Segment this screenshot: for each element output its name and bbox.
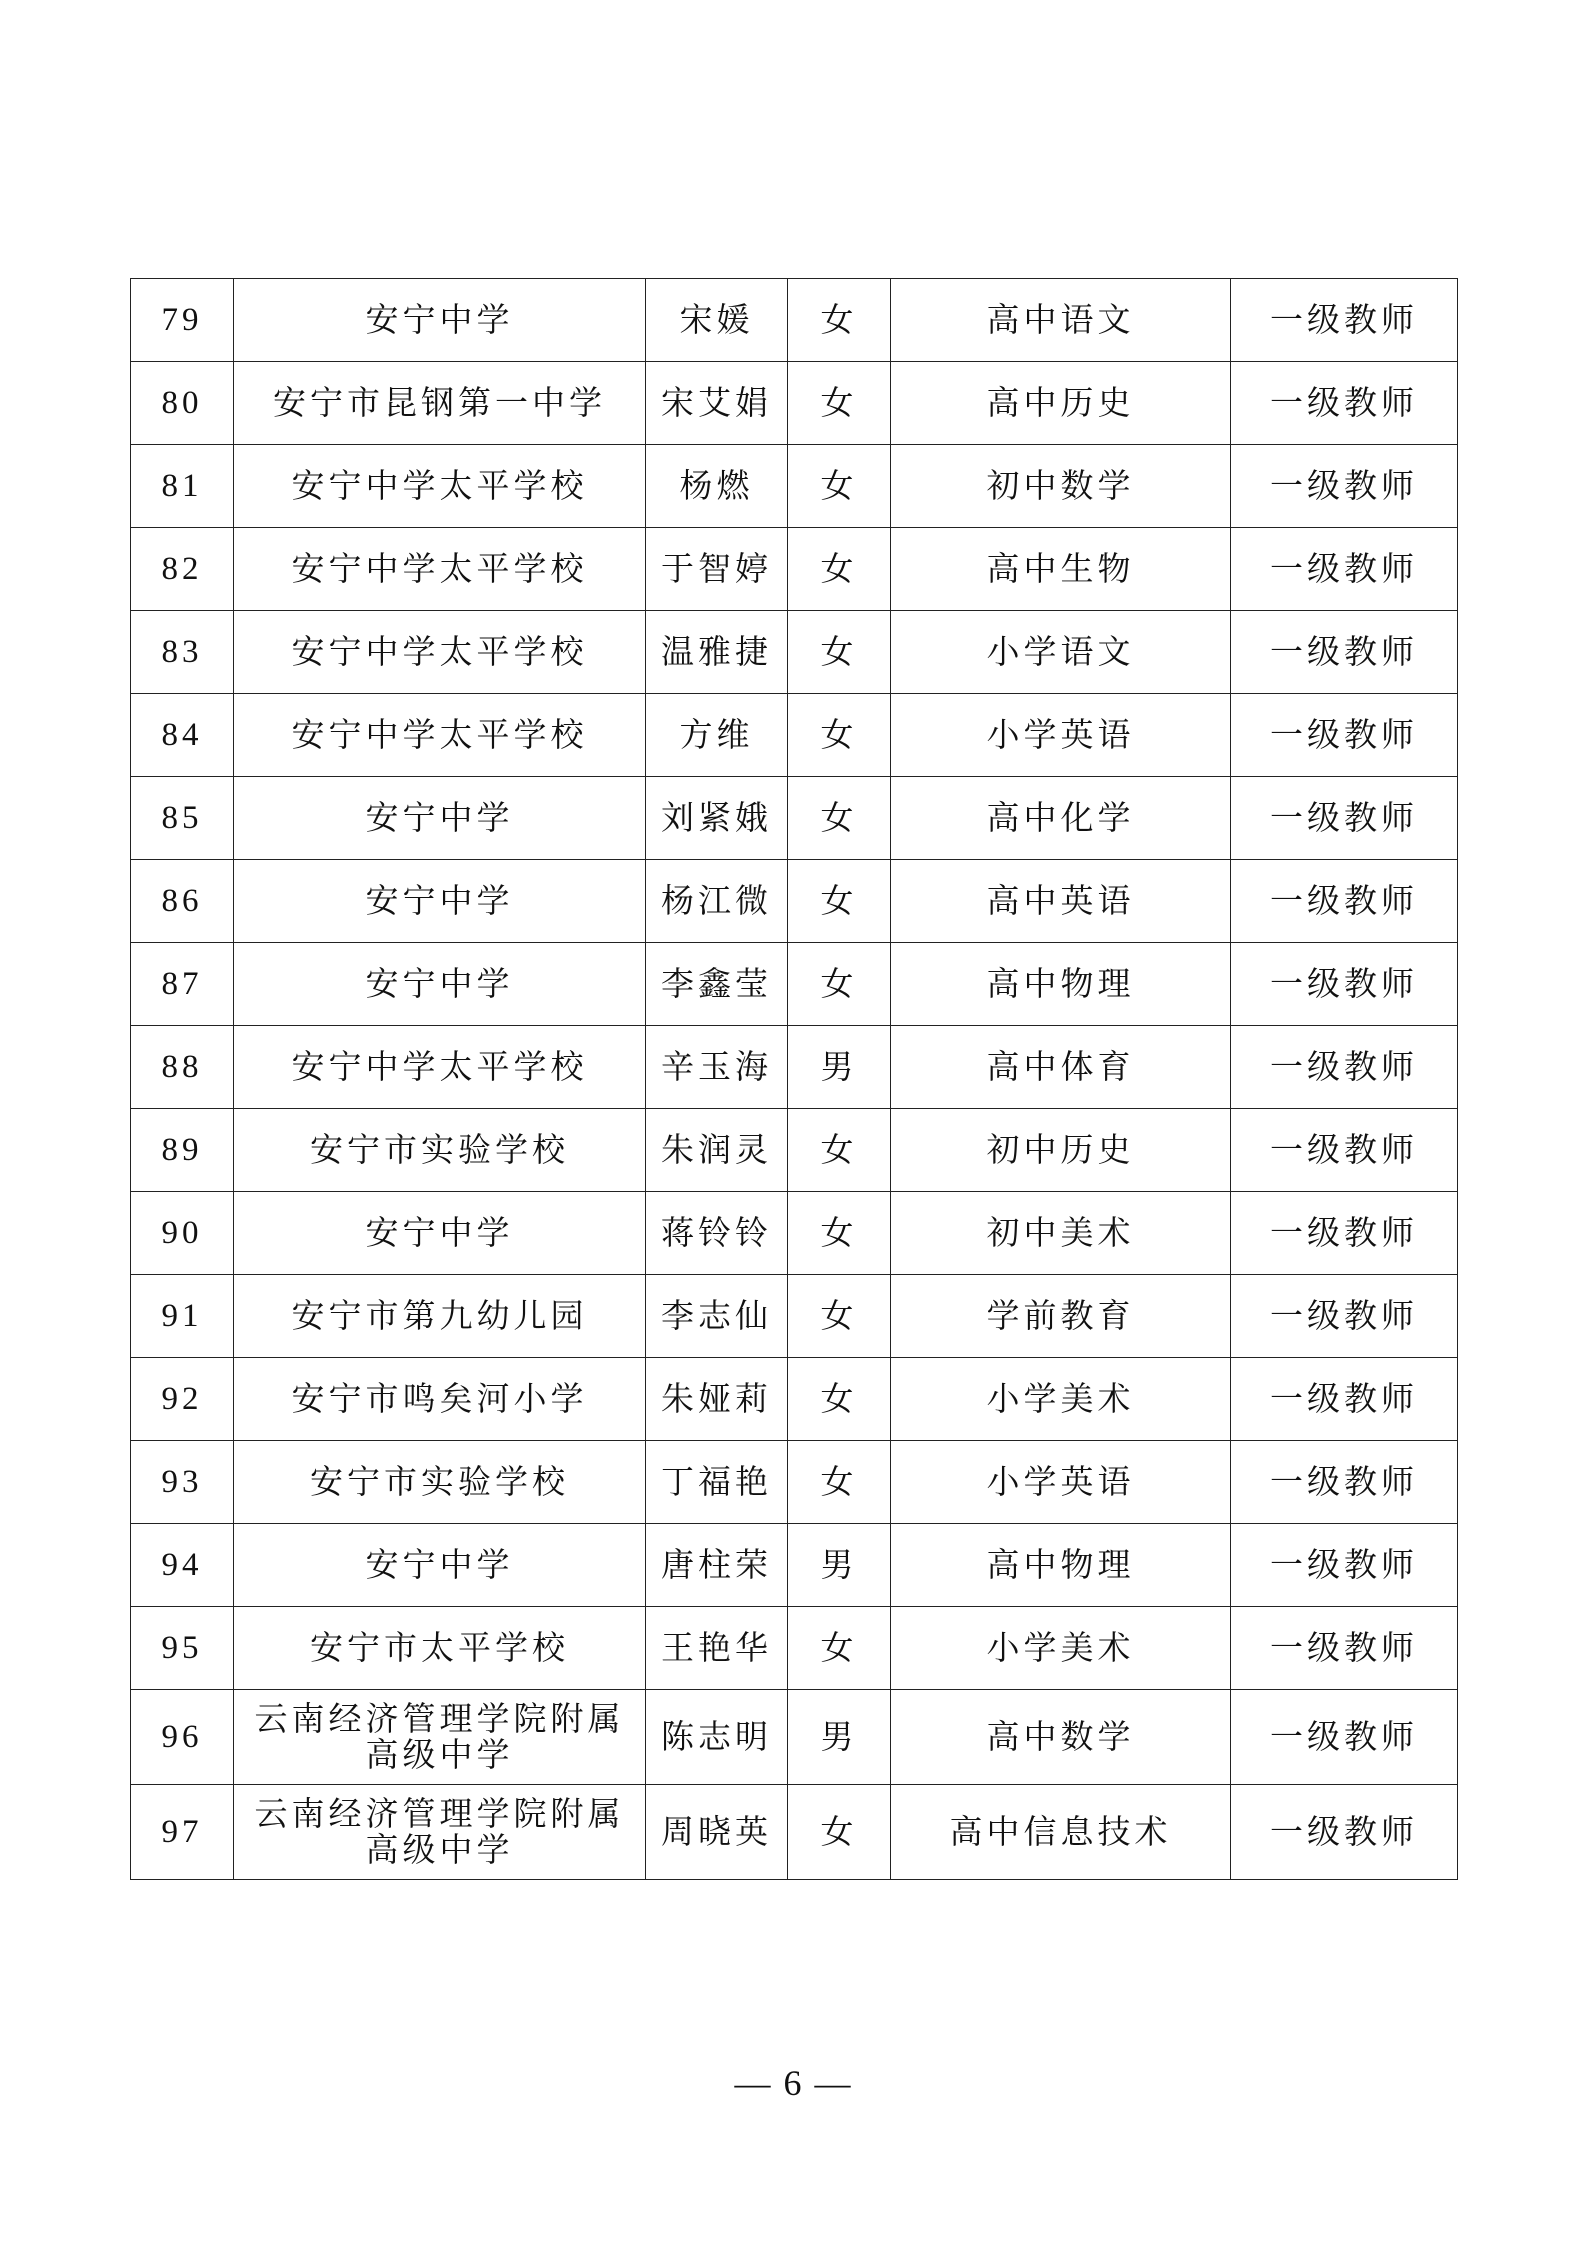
school-cell [234, 943, 646, 1026]
school-cell [234, 1690, 646, 1785]
teacher-name-cell: 丁福艳 [646, 1441, 788, 1524]
teacher-name-cell: 朱娅莉 [646, 1358, 788, 1441]
gender-cell: 女 [788, 362, 891, 445]
row-number-cell: 87 [131, 943, 234, 1026]
gender-cell: 女 [788, 777, 891, 860]
subject-cell: 高中物理 [891, 1524, 1231, 1607]
title-rank-cell: 一级教师 [1231, 1785, 1458, 1880]
row-number-cell: 83 [131, 611, 234, 694]
subject-cell: 高中数学 [891, 1690, 1231, 1785]
gender-cell: 女 [788, 943, 891, 1026]
teacher-name-cell: 方维 [646, 694, 788, 777]
subject-cell: 小学美术 [891, 1358, 1231, 1441]
teacher-name-cell: 蒋铃铃 [646, 1192, 788, 1275]
subject-cell: 小学英语 [891, 1441, 1231, 1524]
teacher-name-cell: 朱润灵 [646, 1109, 788, 1192]
row-number-cell: 81 [131, 445, 234, 528]
table-body [131, 279, 1458, 1880]
subject-cell: 高中语文 [891, 279, 1231, 362]
teacher-roster-table [130, 278, 1458, 1880]
table-row [131, 943, 1458, 1026]
school-cell [234, 1109, 646, 1192]
subject-cell: 初中数学 [891, 445, 1231, 528]
row-number-cell: 79 [131, 279, 234, 362]
row-number-cell: 96 [131, 1690, 234, 1785]
table-row [131, 362, 1458, 445]
school-name-line: 高级中学 [365, 1830, 514, 1869]
teacher-name-cell: 陈志明 [646, 1690, 788, 1785]
title-rank-cell: 一级教师 [1231, 1607, 1458, 1690]
subject-cell: 高中物理 [891, 943, 1231, 1026]
row-number-cell: 85 [131, 777, 234, 860]
row-number-cell: 93 [131, 1441, 234, 1524]
table-row [131, 1524, 1458, 1607]
school-cell [234, 694, 646, 777]
gender-cell: 男 [788, 1524, 891, 1607]
table-row [131, 1690, 1458, 1785]
page-number: — 6 — [734, 2063, 853, 2103]
row-number-cell: 91 [131, 1275, 234, 1358]
school-name-line: 高级中学 [365, 1735, 514, 1774]
school-name-line: 安宁中学太平学校 [291, 1046, 588, 1086]
school-name-line: 安宁市太平学校 [310, 1627, 569, 1667]
gender-cell: 女 [788, 279, 891, 362]
school-name-line: 安宁中学 [365, 880, 514, 920]
school-cell [234, 1441, 646, 1524]
gender-cell: 女 [788, 694, 891, 777]
school-cell [234, 1358, 646, 1441]
school-cell [234, 611, 646, 694]
gender-cell: 男 [788, 1690, 891, 1785]
title-rank-cell: 一级教师 [1231, 1358, 1458, 1441]
teacher-name-cell: 周晓英 [646, 1785, 788, 1880]
subject-cell: 小学美术 [891, 1607, 1231, 1690]
gender-cell: 女 [788, 1607, 891, 1690]
title-rank-cell: 一级教师 [1231, 1109, 1458, 1192]
school-cell [234, 1192, 646, 1275]
school-name-line: 安宁市昆钢第一中学 [273, 382, 606, 422]
row-number-cell: 89 [131, 1109, 234, 1192]
school-cell [234, 1607, 646, 1690]
teacher-name-cell: 温雅捷 [646, 611, 788, 694]
teacher-name-cell: 于智婷 [646, 528, 788, 611]
school-name-line: 安宁市第九幼儿园 [291, 1295, 588, 1335]
teacher-name-cell: 王艳华 [646, 1607, 788, 1690]
title-rank-cell: 一级教师 [1231, 1690, 1458, 1785]
school-name-line: 安宁中学 [365, 1212, 514, 1252]
table-row [131, 1785, 1458, 1880]
row-number-cell: 80 [131, 362, 234, 445]
title-rank-cell: 一级教师 [1231, 1275, 1458, 1358]
school-cell [234, 1275, 646, 1358]
title-rank-cell: 一级教师 [1231, 777, 1458, 860]
table-row [131, 1358, 1458, 1441]
school-name-line: 安宁中学太平学校 [291, 548, 588, 588]
school-name-line: 安宁中学 [365, 299, 514, 339]
gender-cell: 女 [788, 1785, 891, 1880]
title-rank-cell: 一级教师 [1231, 362, 1458, 445]
table-row [131, 1109, 1458, 1192]
table-row [131, 528, 1458, 611]
subject-cell: 学前教育 [891, 1275, 1231, 1358]
row-number-cell: 88 [131, 1026, 234, 1109]
school-cell [234, 1026, 646, 1109]
school-cell [234, 777, 646, 860]
school-name-line: 安宁中学 [365, 1544, 514, 1584]
table-row [131, 1026, 1458, 1109]
table-row [131, 1275, 1458, 1358]
row-number-cell: 92 [131, 1358, 234, 1441]
school-name-line: 安宁中学 [365, 963, 514, 1003]
table-row [131, 860, 1458, 943]
gender-cell: 女 [788, 1441, 891, 1524]
school-name-line: 安宁中学 [365, 797, 514, 837]
subject-cell: 高中信息技术 [891, 1785, 1231, 1880]
row-number-cell: 90 [131, 1192, 234, 1275]
subject-cell: 高中生物 [891, 528, 1231, 611]
row-number-cell: 82 [131, 528, 234, 611]
title-rank-cell: 一级教师 [1231, 1026, 1458, 1109]
school-cell [234, 528, 646, 611]
subject-cell: 小学英语 [891, 694, 1231, 777]
title-rank-cell: 一级教师 [1231, 1192, 1458, 1275]
subject-cell: 初中历史 [891, 1109, 1231, 1192]
table-row [131, 611, 1458, 694]
subject-cell: 高中历史 [891, 362, 1231, 445]
row-number-cell: 97 [131, 1785, 234, 1880]
subject-cell: 高中化学 [891, 777, 1231, 860]
teacher-name-cell: 辛玉海 [646, 1026, 788, 1109]
teacher-name-cell: 李志仙 [646, 1275, 788, 1358]
title-rank-cell: 一级教师 [1231, 943, 1458, 1026]
school-name-line: 云南经济管理学院附属 [254, 1698, 625, 1738]
school-cell [234, 279, 646, 362]
school-name-line: 安宁市鸣矣河小学 [291, 1378, 588, 1418]
table-row [131, 445, 1458, 528]
title-rank-cell: 一级教师 [1231, 445, 1458, 528]
gender-cell: 女 [788, 528, 891, 611]
gender-cell: 男 [788, 1026, 891, 1109]
gender-cell: 女 [788, 1358, 891, 1441]
title-rank-cell: 一级教师 [1231, 279, 1458, 362]
row-number-cell: 84 [131, 694, 234, 777]
teacher-name-cell: 杨江微 [646, 860, 788, 943]
gender-cell: 女 [788, 445, 891, 528]
school-cell [234, 362, 646, 445]
school-cell [234, 1785, 646, 1880]
title-rank-cell: 一级教师 [1231, 1524, 1458, 1607]
gender-cell: 女 [788, 1192, 891, 1275]
school-cell [234, 1524, 646, 1607]
teacher-name-cell: 杨燃 [646, 445, 788, 528]
title-rank-cell: 一级教师 [1231, 1441, 1458, 1524]
school-name-line: 安宁中学太平学校 [291, 631, 588, 671]
teacher-name-cell: 李鑫莹 [646, 943, 788, 1026]
teacher-name-cell: 唐柱荣 [646, 1524, 788, 1607]
teacher-name-cell: 宋艾娟 [646, 362, 788, 445]
table-row [131, 1192, 1458, 1275]
school-name-line: 安宁中学太平学校 [291, 465, 588, 505]
teacher-name-cell: 宋媛 [646, 279, 788, 362]
school-name-line: 安宁中学太平学校 [291, 714, 588, 754]
school-name-line: 云南经济管理学院附属 [254, 1793, 625, 1833]
title-rank-cell: 一级教师 [1231, 694, 1458, 777]
table-row [131, 777, 1458, 860]
school-name-line: 安宁市实验学校 [310, 1129, 569, 1169]
row-number-cell: 94 [131, 1524, 234, 1607]
gender-cell: 女 [788, 1109, 891, 1192]
row-number-cell: 95 [131, 1607, 234, 1690]
table-row [131, 1607, 1458, 1690]
teacher-name-cell: 刘紧娥 [646, 777, 788, 860]
gender-cell: 女 [788, 611, 891, 694]
table-row [131, 279, 1458, 362]
school-name-line: 安宁市实验学校 [310, 1461, 569, 1501]
subject-cell: 高中体育 [891, 1026, 1231, 1109]
title-rank-cell: 一级教师 [1231, 528, 1458, 611]
table-row [131, 694, 1458, 777]
subject-cell: 初中美术 [891, 1192, 1231, 1275]
school-cell [234, 445, 646, 528]
title-rank-cell: 一级教师 [1231, 611, 1458, 694]
row-number-cell: 86 [131, 860, 234, 943]
gender-cell: 女 [788, 1275, 891, 1358]
gender-cell: 女 [788, 860, 891, 943]
title-rank-cell: 一级教师 [1231, 860, 1458, 943]
subject-cell: 小学语文 [891, 611, 1231, 694]
school-cell [234, 860, 646, 943]
table-row [131, 1441, 1458, 1524]
subject-cell: 高中英语 [891, 860, 1231, 943]
